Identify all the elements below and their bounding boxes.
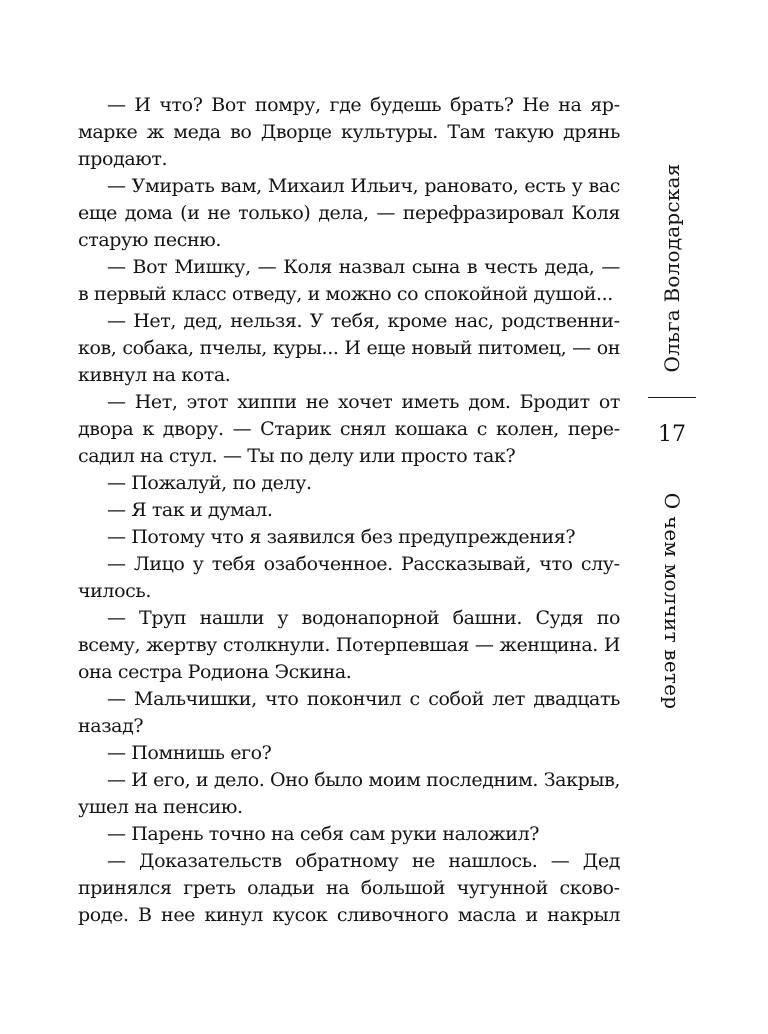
page-number: 17 (658, 422, 686, 447)
paragraph: — Умирать вам, Михаил Ильич, рановато, есть у вас еще дома (и не только) дела, — перефразировал Коля старую песню. (78, 175, 620, 251)
paragraph: — Потому что я заявился без предупреждения? (107, 526, 576, 548)
body-text (78, 92, 620, 929)
paragraph: — Доказательств обратному не нашлось. — Дед принялся греть оладьи на большой чугунной сковороде. В нее кинул кусок сливочного масла и накрыл (78, 850, 620, 926)
paragraph: — Парень точно на себя сам руки наложил? (107, 823, 540, 845)
author-name: Ольга Володарская (660, 163, 684, 373)
paragraph: — Труп нашли у водонапорной башни. Судя по всему, жертву столкнули. Потерпевшая — женщина. И она сестра Родиона Эскина. (78, 607, 620, 683)
book-title: О чем молчит ветер (660, 492, 684, 710)
running-head (648, 160, 696, 710)
paragraph: — Лицо у тебя озабоченное. Рассказывай, что случилось. (78, 553, 620, 602)
header-rule (648, 397, 696, 398)
paragraph: — Я так и думал. (107, 499, 273, 521)
paragraph: — Пожалуй, по делу. (107, 472, 312, 494)
paragraph: — Помнишь его? (107, 742, 272, 764)
paragraph: — И что? Вот помру, где будешь брать? Не на ярмарке ж меда во Дворце культуры. Там такую дрянь продают. (78, 94, 620, 170)
paragraph: — Нет, дед, нельзя. У тебя, кроме нас, родственников, собака, пчелы, куры... И еще новый питомец, — он кивнул на кота. (78, 310, 620, 386)
paragraph: — И его, и дело. Оно было моим последним. Закрыв, ушел на пенсию. (78, 769, 620, 818)
paragraph: — Вот Мишку, — Коля назвал сына в честь деда, — в первый класс отведу, и можно со спокойной душой... (78, 256, 620, 305)
paragraph: — Мальчишки, что покончил с собой лет двадцать назад? (78, 688, 620, 737)
paragraph: — Нет, этот хиппи не хочет иметь дом. Бродит от двора к двору. — Старик снял кошака с колен, пересадил на стул. — Ты по делу или просто так? (78, 391, 620, 467)
